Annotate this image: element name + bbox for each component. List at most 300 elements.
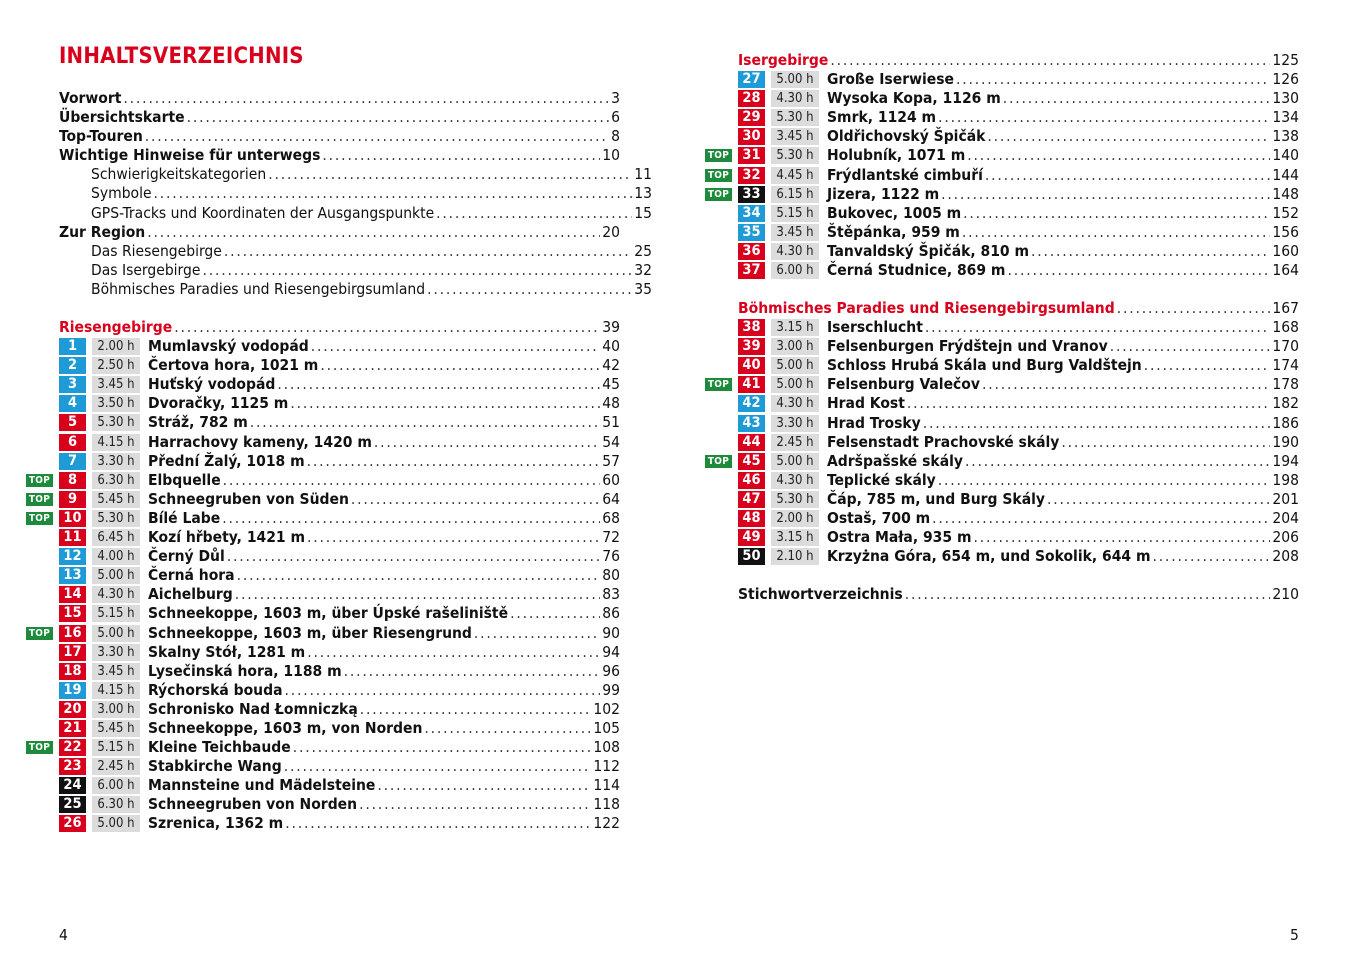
tour-entry[interactable]: [707, 375, 1299, 394]
tour-page: 94: [602, 642, 620, 661]
tour-page: 204: [1272, 509, 1299, 528]
tour-page: 108: [593, 738, 620, 757]
tour-entry[interactable]: [738, 471, 1299, 490]
tour-duration: 5.00 h: [771, 453, 819, 470]
tour-number-badge: 27: [738, 71, 765, 88]
tour-list: [28, 337, 620, 833]
tour-page: 54: [602, 432, 620, 451]
tour-duration: 2.50 h: [92, 357, 140, 374]
tour-duration: 5.30 h: [771, 109, 819, 126]
entry-title: Top-Touren: [59, 127, 143, 146]
tour-duration: 5.15 h: [92, 605, 140, 622]
tour-title: Černá Studnice, 869 m: [827, 261, 1006, 280]
entry-title: Symbole: [91, 184, 152, 203]
tour-number-badge: 6: [59, 434, 86, 451]
section-riesengebirge: [28, 318, 620, 834]
top-tour-badge: TOP: [26, 493, 53, 506]
entry-page: 10: [602, 146, 620, 165]
tour-entry[interactable]: [59, 643, 620, 662]
tour-entry[interactable]: [28, 508, 620, 528]
tour-number-badge: 15: [59, 605, 86, 622]
tour-duration: 3.30 h: [771, 415, 819, 432]
tour-number-badge: 38: [738, 319, 765, 336]
toc-entry[interactable]: [59, 203, 652, 223]
tour-page: 178: [1272, 375, 1299, 394]
tour-duration: 3.45 h: [92, 376, 140, 393]
tour-entry[interactable]: [59, 757, 620, 776]
tour-entry[interactable]: [59, 528, 620, 547]
tour-entry[interactable]: [738, 318, 1299, 337]
tour-title: Skalny Stół, 1281 m: [148, 642, 306, 661]
tour-title: Jizera, 1122 m: [827, 184, 940, 203]
tour-entry[interactable]: [738, 242, 1299, 261]
section-page: 125: [1272, 51, 1299, 69]
tour-title: Schneegruben von Süden: [148, 489, 349, 508]
tour-entry[interactable]: [738, 356, 1299, 375]
tour-entry[interactable]: [59, 681, 620, 700]
tour-duration: 4.30 h: [771, 90, 819, 107]
section-heading[interactable]: [738, 299, 1299, 318]
tour-duration: 3.45 h: [771, 224, 819, 241]
tour-duration: 6.00 h: [92, 777, 140, 794]
tour-entry[interactable]: [738, 528, 1299, 547]
tour-duration: 5.30 h: [92, 510, 140, 527]
tour-title: Krzyżna Góra, 654 m, und Sokolik, 644 m: [827, 547, 1151, 566]
tour-number-badge: 37: [738, 262, 765, 279]
tour-page: 86: [602, 604, 620, 623]
tour-duration: 2.45 h: [92, 758, 140, 775]
tour-page: 105: [593, 718, 620, 737]
tour-entry[interactable]: [738, 108, 1299, 127]
tour-title: Schneekoppe, 1603 m, von Norden: [148, 718, 423, 737]
tour-list: [707, 70, 1299, 280]
tour-page: 168: [1272, 318, 1299, 337]
tour-number-badge: 25: [59, 796, 86, 813]
tour-title: Felsenstadt Prachovské skály: [827, 432, 1060, 451]
tour-number-badge: 3: [59, 376, 86, 393]
tour-page: 51: [602, 413, 620, 432]
entry-title: Das Riesengebirge: [91, 241, 222, 260]
tour-number-badge: 42: [738, 395, 765, 412]
tour-title: Szrenica, 1362 m: [148, 814, 284, 833]
tour-number-badge: 16: [59, 625, 86, 642]
tour-title: Bukovec, 1005 m: [827, 203, 962, 222]
section-title: Isergebirge: [738, 51, 829, 69]
tour-title: Ostaš, 700 m: [827, 509, 931, 528]
tour-number-badge: 12: [59, 548, 86, 565]
tour-page: 72: [602, 528, 620, 547]
section-heading[interactable]: [59, 318, 620, 337]
tour-page: 130: [1272, 89, 1299, 108]
tour-title: Kozí hřbety, 1421 m: [148, 528, 306, 547]
tour-page: 99: [602, 680, 620, 699]
tour-entry[interactable]: [28, 623, 620, 643]
tour-title: Huťský vodopád: [148, 375, 276, 394]
tour-entry[interactable]: [738, 70, 1299, 89]
tour-title: Felsenburg Valečov: [827, 375, 980, 394]
tour-page: 122: [593, 814, 620, 833]
tour-entry[interactable]: [59, 356, 620, 375]
tour-number-badge: 48: [738, 510, 765, 527]
tour-entry[interactable]: [59, 662, 620, 681]
tour-page: 198: [1272, 470, 1299, 489]
tour-entry[interactable]: [738, 490, 1299, 509]
tour-entry[interactable]: [59, 337, 620, 356]
tour-title: Přední Žalý, 1018 m: [148, 451, 305, 470]
tour-title: Rýchorská bouda: [148, 680, 283, 699]
tour-entry[interactable]: [738, 89, 1299, 108]
tour-title: Elbquelle: [148, 470, 221, 489]
tour-list: [707, 318, 1299, 566]
entry-title: GPS-Tracks und Koordinaten der Ausgangspunkte: [91, 203, 435, 222]
tour-number-badge: 4: [59, 395, 86, 412]
tour-number-badge: 50: [738, 548, 765, 565]
tour-duration: 6.30 h: [92, 472, 140, 489]
tour-duration: 5.15 h: [92, 739, 140, 756]
tour-number-badge: 43: [738, 415, 765, 432]
tour-number-badge: 10: [59, 510, 86, 527]
tour-number-badge: 8: [59, 472, 86, 489]
tour-entry[interactable]: [59, 452, 620, 471]
tour-title: Holubník, 1071 m: [827, 146, 966, 165]
tour-duration: 3.50 h: [92, 395, 140, 412]
entry-page: 20: [602, 222, 620, 241]
section-isergebirge: [707, 51, 1299, 280]
tour-number-badge: 22: [59, 739, 86, 756]
tour-number-badge: 11: [59, 529, 86, 546]
tour-duration: 3.15 h: [771, 319, 819, 336]
tour-number-badge: 46: [738, 472, 765, 489]
tour-title: Stráž, 782 m: [148, 413, 248, 432]
tour-duration: 3.45 h: [92, 663, 140, 680]
tour-entry[interactable]: [59, 604, 620, 623]
tour-page: 182: [1272, 394, 1299, 413]
toc-entry[interactable]: [59, 89, 620, 108]
top-tour-badge: TOP: [26, 741, 53, 754]
tour-page: 48: [602, 394, 620, 413]
tour-entry[interactable]: [59, 413, 620, 432]
toc-entry[interactable]: [59, 260, 652, 280]
tour-entry[interactable]: [59, 814, 620, 833]
tour-entry[interactable]: [738, 204, 1299, 223]
tour-title: Schloss Hrubá Skála und Burg Valdštejn: [827, 356, 1142, 375]
tour-duration: 6.45 h: [92, 529, 140, 546]
tour-title: Černý Důl: [148, 547, 225, 566]
tour-title: Schneekoppe, 1603 m, über Úpské rašeliniště: [148, 604, 509, 623]
tour-page: 64: [602, 489, 620, 508]
tour-number-badge: 29: [738, 109, 765, 126]
top-tour-badge: TOP: [705, 149, 732, 162]
tour-number-badge: 17: [59, 644, 86, 661]
entry-title: Vorwort: [59, 89, 122, 107]
tour-entry[interactable]: [28, 489, 620, 509]
tour-entry[interactable]: [738, 547, 1299, 566]
section-title: Riesengebirge: [59, 318, 173, 336]
tour-duration: 6.15 h: [771, 186, 819, 203]
entry-page: 8: [611, 127, 620, 146]
entry-title: Das Isergebirge: [91, 260, 201, 279]
front-matter-list: [59, 89, 652, 299]
tour-page: 190: [1272, 432, 1299, 451]
tour-title: Oldřichovský Špičák: [827, 127, 986, 146]
tour-title: Štěpánka, 959 m: [827, 222, 960, 241]
tour-entry[interactable]: [59, 700, 620, 719]
top-tour-badge: TOP: [705, 188, 732, 201]
tour-page: 156: [1272, 222, 1299, 241]
tour-number-badge: 23: [59, 758, 86, 775]
section-boehmisches-paradies: [707, 299, 1299, 566]
tour-number-badge: 47: [738, 491, 765, 508]
tour-page: 76: [602, 547, 620, 566]
tour-number-badge: 14: [59, 586, 86, 603]
tour-number-badge: 41: [738, 376, 765, 393]
tour-duration: 5.15 h: [771, 205, 819, 222]
tour-duration: 6.00 h: [771, 262, 819, 279]
tour-duration: 4.30 h: [771, 395, 819, 412]
entry-page: 11: [634, 165, 652, 184]
top-tour-badge: TOP: [26, 512, 53, 525]
toc-entry[interactable]: [738, 585, 1299, 604]
tour-entry[interactable]: [59, 433, 620, 452]
tour-duration: 4.30 h: [771, 472, 819, 489]
tour-duration: 5.30 h: [771, 147, 819, 164]
tour-entry[interactable]: [59, 547, 620, 566]
tour-number-badge: 24: [59, 777, 86, 794]
section-heading[interactable]: [738, 51, 1299, 70]
tour-number-badge: 31: [738, 147, 765, 164]
tour-number-badge: 32: [738, 167, 765, 184]
tour-number-badge: 44: [738, 434, 765, 451]
entry-page: 3: [611, 89, 620, 107]
tour-duration: 5.00 h: [771, 71, 819, 88]
tour-title: Stabkirche Wang: [148, 757, 282, 776]
toc-entry[interactable]: [59, 146, 620, 165]
tour-duration: 4.30 h: [92, 586, 140, 603]
entry-title: Böhmisches Paradies und Riesengebirgsumland: [91, 279, 426, 298]
tour-entry[interactable]: [59, 795, 620, 814]
tour-page: 45: [602, 375, 620, 394]
tour-title: Hrad Kost: [827, 394, 905, 413]
tour-entry[interactable]: [707, 451, 1299, 471]
tour-duration: 5.00 h: [92, 815, 140, 832]
tour-page: 206: [1272, 528, 1299, 547]
tour-duration: 4.15 h: [92, 434, 140, 451]
tour-page: 174: [1272, 356, 1299, 375]
tour-page: 134: [1272, 108, 1299, 127]
tour-duration: 4.15 h: [92, 682, 140, 699]
tour-page: 80: [602, 566, 620, 585]
tour-page: 42: [602, 356, 620, 375]
tour-entry[interactable]: [707, 184, 1299, 204]
toc-entry[interactable]: [59, 184, 652, 203]
entry-title: Übersichtskarte: [59, 108, 185, 127]
tour-page: 68: [602, 508, 620, 527]
tour-title: Hrad Trosky: [827, 413, 921, 432]
tour-duration: 2.45 h: [771, 434, 819, 451]
top-tour-badge: TOP: [26, 627, 53, 640]
top-tour-badge: TOP: [26, 474, 53, 487]
tour-number-badge: 18: [59, 663, 86, 680]
top-tour-badge: TOP: [705, 378, 732, 391]
tour-duration: 4.30 h: [771, 243, 819, 260]
tour-number-badge: 30: [738, 128, 765, 145]
tour-page: 96: [602, 661, 620, 680]
tour-number-badge: 45: [738, 453, 765, 470]
tour-number-badge: 1: [59, 338, 86, 355]
tour-duration: 5.30 h: [92, 414, 140, 431]
tour-page: 138: [1272, 127, 1299, 146]
tour-page: 186: [1272, 413, 1299, 432]
tour-title: Aichelburg: [148, 585, 233, 604]
page-number-right: 5: [1290, 926, 1299, 944]
tour-title: Smrk, 1124 m: [827, 108, 937, 127]
section-title: Böhmisches Paradies und Riesengebirgsumland: [738, 299, 1115, 317]
index-entry: [738, 585, 1299, 604]
tour-duration: 3.15 h: [771, 529, 819, 546]
tour-title: Große Iserwiese: [827, 70, 954, 89]
tour-entry[interactable]: [738, 261, 1299, 280]
tour-duration: 5.30 h: [771, 491, 819, 508]
tour-duration: 5.00 h: [92, 567, 140, 584]
tour-title: Čertova hora, 1021 m: [148, 356, 319, 375]
tour-title: Frýdlantské cimbuří: [827, 165, 983, 184]
top-tour-badge: TOP: [705, 455, 732, 468]
tour-number-badge: 26: [59, 815, 86, 832]
top-tour-badge: TOP: [705, 169, 732, 182]
tour-title: Tanvaldský Špičák, 810 m: [827, 241, 1030, 260]
tour-title: Schneekoppe, 1603 m, über Riesengrund: [148, 623, 472, 642]
tour-entry[interactable]: [707, 146, 1299, 165]
tour-number-badge: 9: [59, 491, 86, 508]
tour-title: Teplické skály: [827, 470, 936, 489]
entry-page: 32: [634, 260, 652, 279]
tour-duration: 5.00 h: [771, 376, 819, 393]
tour-page: 60: [602, 470, 620, 489]
tour-title: Černá hora: [148, 566, 235, 585]
tour-number-badge: 19: [59, 682, 86, 699]
tour-page: 102: [593, 699, 620, 718]
tour-entry[interactable]: [738, 337, 1299, 356]
tour-duration: 2.00 h: [771, 510, 819, 527]
tour-duration: 3.30 h: [92, 453, 140, 470]
tour-entry[interactable]: [738, 127, 1299, 146]
tour-number-badge: 34: [738, 205, 765, 222]
entry-title: Zur Region: [59, 222, 146, 241]
entry-page: 15: [634, 203, 652, 222]
tour-page: 160: [1272, 241, 1299, 260]
toc-entry[interactable]: [59, 165, 652, 184]
tour-entry[interactable]: [59, 566, 620, 585]
tour-title: Dvoračky, 1125 m: [148, 394, 289, 413]
tour-page: 40: [602, 337, 620, 356]
entry-title: Schwierigkeitskategorien: [91, 165, 267, 184]
tour-page: 118: [593, 795, 620, 814]
tour-title: Wysoka Kopa, 1126 m: [827, 89, 1001, 108]
tour-entry[interactable]: [59, 375, 620, 394]
tour-entry[interactable]: [738, 414, 1299, 433]
tour-entry[interactable]: [59, 719, 620, 738]
toc-entry[interactable]: [59, 279, 652, 299]
tour-number-badge: 21: [59, 720, 86, 737]
tour-duration: 4.45 h: [771, 167, 819, 184]
section-page: 167: [1272, 299, 1299, 317]
tour-page: 126: [1272, 70, 1299, 89]
tour-duration: 2.10 h: [771, 548, 819, 565]
toc-entry[interactable]: [59, 127, 620, 146]
tour-page: 83: [602, 585, 620, 604]
tour-entry[interactable]: [59, 394, 620, 413]
tour-number-badge: 13: [59, 567, 86, 584]
tour-duration: 4.00 h: [92, 548, 140, 565]
tour-duration: 5.00 h: [92, 625, 140, 642]
tour-title: Lysečinská hora, 1188 m: [148, 661, 342, 680]
tour-entry[interactable]: [59, 776, 620, 795]
tour-page: 114: [593, 776, 620, 795]
tour-number-badge: 35: [738, 224, 765, 241]
tour-entry[interactable]: [59, 585, 620, 604]
tour-number-badge: 40: [738, 357, 765, 374]
tour-duration: 2.00 h: [92, 338, 140, 355]
toc-entry[interactable]: [59, 223, 620, 242]
tour-page: 164: [1272, 261, 1299, 280]
tour-number-badge: 7: [59, 453, 86, 470]
tour-entry[interactable]: [738, 433, 1299, 452]
toc-entry[interactable]: [59, 241, 652, 261]
tour-page: 140: [1272, 146, 1299, 165]
entry-title: Wichtige Hinweise für unterwegs: [59, 146, 321, 165]
tour-title: Iserschlucht: [827, 318, 923, 337]
tour-page: 112: [593, 757, 620, 776]
entry-page: 210: [1272, 585, 1299, 603]
tour-duration: 6.30 h: [92, 796, 140, 813]
tour-entry[interactable]: [28, 738, 620, 757]
tour-entry[interactable]: [28, 470, 620, 490]
entry-page: 35: [634, 279, 652, 298]
toc-entry[interactable]: [59, 108, 620, 127]
tour-duration: 3.00 h: [771, 338, 819, 355]
tour-number-badge: 5: [59, 414, 86, 431]
tour-number-badge: 39: [738, 338, 765, 355]
tour-title: Harrachovy kameny, 1420 m: [148, 432, 372, 451]
tour-entry[interactable]: [738, 394, 1299, 413]
section-page: 39: [602, 318, 620, 336]
tour-number-badge: 49: [738, 529, 765, 546]
tour-title: Adršpašské skály: [827, 451, 963, 470]
tour-entry[interactable]: [738, 509, 1299, 528]
tour-number-badge: 28: [738, 90, 765, 107]
entry-page: 13: [634, 184, 652, 203]
tour-page: 148: [1272, 184, 1299, 203]
tour-title: Kleine Teichbaude: [148, 738, 291, 757]
tour-title: Bílé Labe: [148, 508, 221, 527]
tour-title: Felsenburgen Frýdštejn und Vranov: [827, 337, 1108, 356]
tour-duration: 5.00 h: [771, 357, 819, 374]
entry-page: 6: [611, 108, 620, 127]
tour-page: 57: [602, 451, 620, 470]
tour-number-badge: 20: [59, 701, 86, 718]
tour-page: 208: [1272, 547, 1299, 566]
tour-page: 194: [1272, 451, 1299, 470]
tour-title: Mannsteine und Mädelsteine: [148, 776, 376, 795]
tour-title: Mumlavský vodopád: [148, 337, 309, 356]
tour-entry[interactable]: [738, 223, 1299, 242]
tour-number-badge: 33: [738, 186, 765, 203]
tour-entry[interactable]: [707, 165, 1299, 185]
tour-page: 201: [1272, 489, 1299, 508]
page-title: INHALTSVERZEICHNIS: [59, 44, 304, 69]
entry-page: 25: [634, 241, 652, 260]
tour-title: Schneegruben von Norden: [148, 795, 358, 814]
